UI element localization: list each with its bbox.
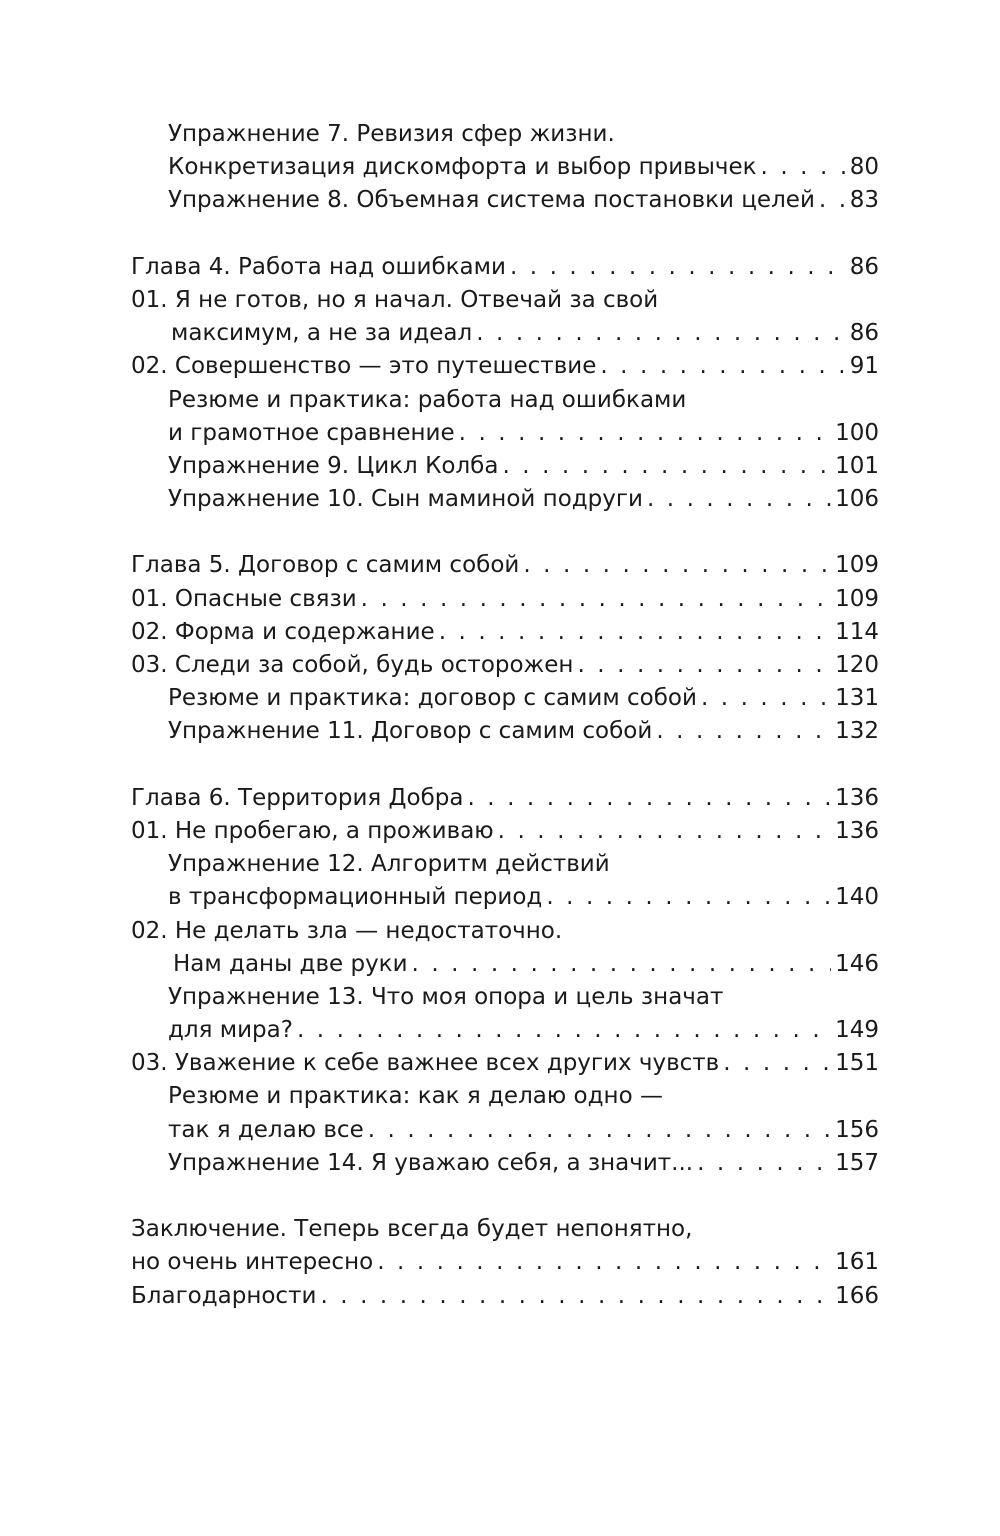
- toc-entry-title: так я делаю все: [168, 1116, 364, 1143]
- toc-entry-page: 106: [835, 486, 879, 513]
- toc-entry-page: 132: [835, 718, 879, 745]
- toc-entry: [131, 1047, 879, 1080]
- leader-dots: [459, 417, 831, 450]
- toc-entry-title: Резюме и практика: как я делаю одно —: [168, 1083, 663, 1110]
- toc-entry-title: Заключение. Теперь всегда будет непонятно,: [131, 1216, 693, 1243]
- toc-entry: [131, 649, 879, 682]
- toc-entry: [131, 1080, 879, 1113]
- toc-entry-title: Упражнение 11. Договор с самим собой: [168, 718, 653, 745]
- toc-entry-page: 91: [849, 353, 879, 380]
- toc-entry-page: 114: [835, 618, 879, 645]
- toc-entry: [131, 1213, 879, 1246]
- toc-entry: [131, 1280, 879, 1313]
- leader-dots: [600, 350, 845, 383]
- toc-entry: [131, 715, 879, 748]
- toc-entry-title: 01. Опасные связи: [131, 585, 357, 612]
- table-of-contents: [131, 118, 879, 1313]
- leader-dots: [819, 184, 846, 217]
- toc-entry-page: 151: [835, 1050, 879, 1077]
- toc-entry-title: но очень интересно: [131, 1249, 374, 1276]
- toc-entry-title: Упражнение 13. Что моя опора и цель значат: [168, 983, 724, 1010]
- leader-dots: [502, 450, 831, 483]
- toc-entry-page: 161: [835, 1249, 879, 1276]
- toc-entry: [131, 350, 879, 383]
- leader-dots: [761, 151, 846, 184]
- toc-entry-page: 101: [835, 452, 879, 479]
- toc-entry-title: и грамотное сравнение: [168, 419, 455, 446]
- toc-entry: [131, 616, 879, 649]
- toc-entry-page: 120: [835, 652, 879, 678]
- leader-dots: [476, 317, 846, 350]
- toc-entry: [131, 1014, 879, 1047]
- toc-entry: [131, 1147, 879, 1180]
- toc-entry: [131, 384, 879, 417]
- toc-chapter: [131, 549, 879, 582]
- toc-entry-title: Упражнение 14. Я уважаю себя, а значит...: [168, 1149, 694, 1176]
- toc-entry: [131, 981, 879, 1014]
- toc-entry-page: 86: [849, 320, 879, 347]
- toc-entry: [131, 151, 879, 184]
- leader-dots: [697, 1147, 831, 1180]
- toc-entry-title: Резюме и практика: договор с самим собой: [168, 685, 697, 712]
- toc-entry-title: Глава 6. Территория Добра: [131, 784, 464, 811]
- section-gap: [131, 218, 879, 251]
- leader-dots: [510, 251, 846, 284]
- toc-entry-title: Упражнение 10. Сын маминой подруги: [168, 486, 643, 513]
- toc-entry-page: 157: [835, 1149, 879, 1176]
- toc-entry-title: 03. Следи за собой, будь осторожен: [131, 652, 574, 678]
- toc-entry-page: 100: [835, 419, 879, 446]
- leader-dots: [523, 549, 831, 582]
- toc-entry-title: Благодарности: [131, 1282, 317, 1309]
- section-gap: [131, 1180, 879, 1213]
- leader-dots: [377, 1246, 831, 1279]
- toc-chapter: [131, 251, 879, 284]
- leader-dots: [361, 583, 831, 616]
- toc-entry: [131, 915, 879, 948]
- leader-dots: [723, 1047, 831, 1080]
- toc-entry-title: Упражнение 12. Алгоритм действий: [168, 851, 610, 878]
- toc-entry: [131, 417, 879, 450]
- leader-dots: [647, 483, 831, 516]
- toc-entry: [131, 881, 879, 914]
- toc-entry-title: 03. Уважение к себе важнее всех других чувств: [131, 1050, 720, 1077]
- toc-entry: [131, 1114, 879, 1147]
- leader-dots: [656, 715, 831, 748]
- toc-entry-page: 146: [835, 950, 879, 977]
- toc-entry-page: 83: [849, 187, 879, 214]
- toc-entry-page: 109: [835, 585, 879, 612]
- toc-entry-page: 80: [849, 154, 879, 181]
- toc-entry-page: 156: [835, 1116, 879, 1143]
- toc-entry-page: 86: [849, 253, 879, 280]
- leader-dots: [701, 682, 831, 715]
- toc-entry: [131, 948, 879, 981]
- toc-entry: [131, 450, 879, 483]
- toc-entry: [131, 682, 879, 715]
- toc-entry-title: 01. Не пробегаю, а проживаю: [131, 817, 494, 844]
- toc-entry-title: в трансформационный период: [168, 884, 543, 911]
- toc-entry-page: 136: [835, 817, 879, 844]
- section-gap: [131, 749, 879, 782]
- section-gap: [131, 516, 879, 549]
- toc-entry: [131, 317, 879, 350]
- toc-entry: [131, 583, 879, 616]
- toc-entry-title: Конкретизация дискомфорта и выбор привычек: [168, 154, 757, 181]
- toc-entry-page: 140: [835, 884, 879, 911]
- toc-entry-title: Упражнение 9. Цикл Колба: [168, 452, 499, 479]
- toc-entry: [131, 848, 879, 881]
- toc-entry: [131, 815, 879, 848]
- toc-entry-title: 02. Совершенство — это путешествие: [131, 353, 597, 380]
- toc-entry: [131, 483, 879, 516]
- toc-entry-title: 02. Не делать зла — недостаточно.: [131, 917, 563, 944]
- leader-dots: [439, 616, 831, 649]
- toc-entry-page: 136: [835, 784, 879, 811]
- leader-dots: [467, 782, 831, 815]
- toc-entry-title: Резюме и практика: работа над ошибками: [168, 386, 687, 413]
- toc-entry-title: Упражнение 8. Объемная система постановки целей: [168, 187, 815, 214]
- toc-entry-title: Упражнение 7. Ревизия сфер жизни.: [168, 121, 615, 147]
- toc-entry: [131, 184, 879, 217]
- toc-entry-title: 02. Форма и содержание: [131, 618, 435, 645]
- toc-entry: [131, 284, 879, 317]
- toc-entry-title: 01. Я не готов, но я начал. Отвечай за свой: [131, 286, 659, 313]
- toc-entry-title: максимум, а не за идеал: [171, 320, 473, 347]
- toc-entry-page: 149: [835, 1017, 879, 1044]
- toc-entry: [131, 118, 879, 151]
- toc-entry-title: Глава 4. Работа над ошибками: [131, 253, 506, 280]
- leader-dots: [368, 1114, 831, 1147]
- toc-entry-page: 166: [835, 1282, 879, 1309]
- toc-entry: [131, 1246, 879, 1279]
- toc-entry-title: для мира?: [168, 1017, 293, 1044]
- leader-dots: [546, 881, 831, 914]
- toc-entry-page: 109: [835, 552, 879, 579]
- toc-chapter: [131, 782, 879, 815]
- leader-dots: [498, 815, 831, 848]
- leader-dots: [320, 1280, 831, 1313]
- leader-dots: [297, 1014, 831, 1047]
- toc-entry-page: 131: [835, 685, 879, 712]
- toc-entry-title: Глава 5. Договор с самим собой: [131, 552, 520, 579]
- leader-dots: [412, 948, 832, 981]
- toc-entry-title: Нам даны две руки: [173, 950, 408, 977]
- leader-dots: [577, 649, 831, 682]
